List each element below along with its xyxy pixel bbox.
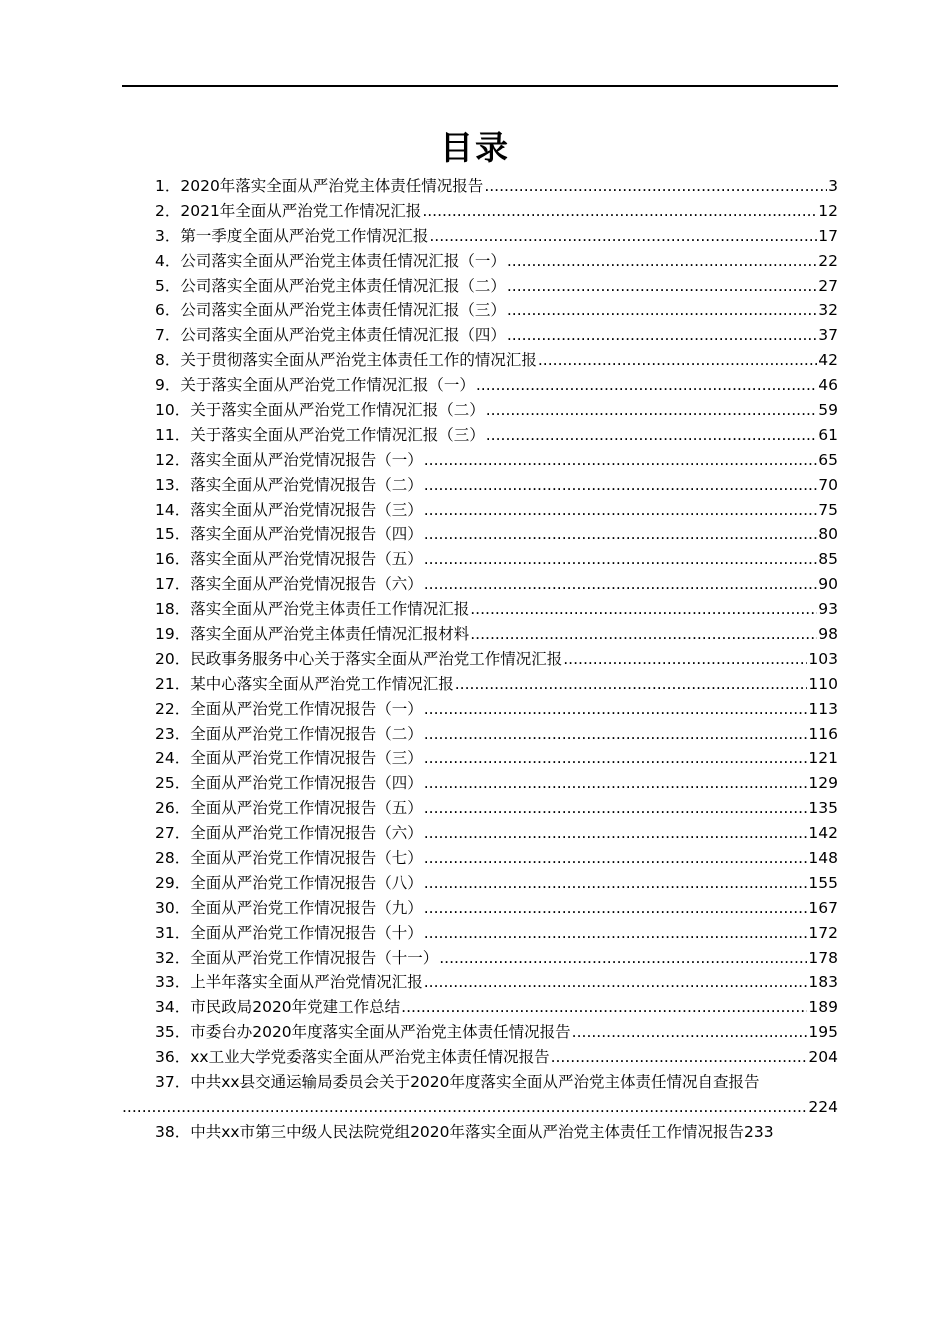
toc-entry[interactable] <box>122 1120 838 1145</box>
toc-entry-page: 103 <box>808 649 838 668</box>
toc-entry[interactable] <box>122 174 838 199</box>
toc-leader-dots <box>538 348 817 373</box>
toc-leader-dots <box>424 821 808 846</box>
toc-entry-page: 148 <box>808 849 838 868</box>
toc-entry-page: 70 <box>818 475 838 494</box>
toc-entry-label: 10．关于落实全面从严治党工作情况汇报（二） <box>155 401 485 419</box>
toc-leader-dots <box>484 174 827 199</box>
toc-entry-label: 4．公司落实全面从严治党主体责任情况汇报（一） <box>155 251 506 270</box>
toc-entry-page: 42 <box>818 351 838 370</box>
toc-entry-page: 204 <box>808 1048 838 1067</box>
toc-entry-label: 29．全面从严治党工作情况报告（八） <box>155 873 423 892</box>
toc-entry-label: 38．中共xx市第三中级人民法院党组2020年落实全面从严治党主体责任工作情况报告 <box>155 1122 745 1141</box>
toc-entry[interactable] <box>122 498 838 523</box>
toc-entry-page: 233 <box>744 1122 774 1141</box>
toc-entry[interactable] <box>122 622 838 647</box>
toc-entry-label: 15．落实全面从严治党情况报告（四） <box>155 525 423 544</box>
toc-entry[interactable] <box>122 1020 838 1045</box>
toc-entry-page: 129 <box>808 774 838 793</box>
toc-entry-label: 24．全面从严治党工作情况报告（三） <box>155 749 423 768</box>
toc-leader-dots <box>429 224 817 249</box>
toc-leader-dots <box>572 1020 808 1045</box>
toc-entry[interactable] <box>122 522 838 547</box>
toc-entry[interactable] <box>122 871 838 896</box>
toc-entry-label: 3．第一季度全面从严治党工作情况汇报 <box>155 226 429 245</box>
toc-entry-label: 25．全面从严治党工作情况报告（四） <box>155 774 423 793</box>
toc-entry-label: 7．公司落实全面从严治党主体责任情况汇报（四） <box>155 326 506 345</box>
toc-leader-dots <box>470 622 817 647</box>
toc-entry[interactable] <box>122 224 838 249</box>
toc-entry-page: 155 <box>808 873 838 892</box>
toc-entry-label: 36．xx工业大学党委落实全面从严治党主体责任情况报告 <box>155 1048 550 1067</box>
toc-entry-label: 9．关于落实全面从严治党工作情况汇报（一） <box>155 376 475 395</box>
toc-entry-page: 113 <box>808 699 838 718</box>
toc-leader-dots <box>424 871 808 896</box>
toc-entry[interactable] <box>122 323 838 348</box>
toc-entry-page: 22 <box>818 251 838 270</box>
toc-entry-label: 17．落实全面从严治党情况报告（六） <box>155 575 423 594</box>
toc-entry-label: 35．市委台办2020年度落实全面从严治党主体责任情况报告 <box>155 1023 571 1042</box>
toc-entry-page: 37 <box>818 326 838 345</box>
toc-leader-dots <box>424 970 808 995</box>
toc-entry[interactable] <box>122 1045 838 1070</box>
toc-entry-label: 18．落实全面从严治党主体责任工作情况汇报 <box>155 600 470 619</box>
toc-entry[interactable] <box>122 199 838 224</box>
toc-leader-dots <box>507 249 817 274</box>
toc-entry-label: 23．全面从严治党工作情况报告（二） <box>155 724 423 743</box>
toc-leader-dots <box>476 373 817 398</box>
toc-entry-page: 90 <box>818 575 838 594</box>
toc-entry-page: 142 <box>808 824 838 843</box>
toc-leader-dots <box>424 498 818 523</box>
toc-leader-dots <box>507 323 817 348</box>
toc-entry-page: 75 <box>818 500 838 519</box>
toc-entry-page: 178 <box>808 948 838 967</box>
page-title: 目录 <box>440 128 510 167</box>
toc-entry-label: 12．落实全面从严治党情况报告（一） <box>155 450 423 469</box>
toc-leader-dots <box>424 921 808 946</box>
toc-entry-page: 135 <box>808 799 838 818</box>
toc-leader-dots <box>424 522 818 547</box>
toc-leader-dots <box>424 473 818 498</box>
toc-leader-dots <box>422 199 817 224</box>
toc-entry-label: 1．2020年落实全面从严治党主体责任情况报告 <box>155 176 484 195</box>
toc-entry[interactable] <box>122 995 838 1020</box>
toc-leader-dots <box>486 398 818 423</box>
toc-entry[interactable] <box>122 796 838 821</box>
toc-entry[interactable] <box>122 846 838 871</box>
toc-entry[interactable] <box>122 348 838 373</box>
toc-entry-page: 3 <box>828 176 838 195</box>
toc-entry-label: 8．关于贯彻落实全面从严治党主体责任工作的情况汇报 <box>155 351 537 370</box>
header-rule <box>122 85 838 87</box>
toc-entry-label: 13．落实全面从严治党情况报告（二） <box>155 475 423 494</box>
toc-entry-label: 34．市民政局2020年党建工作总结 <box>155 998 401 1017</box>
toc-entry[interactable] <box>122 597 838 622</box>
toc-leader-dots <box>424 746 808 771</box>
toc-leader-dots <box>486 423 818 448</box>
toc-entry-label: 21．某中心落实全面从严治党工作情况汇报 <box>155 674 454 693</box>
toc-leader-dots <box>551 1045 808 1070</box>
toc-entry-label: 19．落实全面从严治党主体责任情况汇报材料 <box>155 625 470 644</box>
toc-entry[interactable] <box>122 722 838 747</box>
toc-entry-page: 98 <box>818 625 838 644</box>
toc-entry-page: 110 <box>808 674 838 693</box>
toc-entry-page: 116 <box>808 724 838 743</box>
toc-entry-label: 32．全面从严治党工作情况报告（十一） <box>155 948 439 967</box>
toc-leader-dots <box>424 896 808 921</box>
toc-entry-label: 2．2021年全面从严治党工作情况汇报 <box>155 201 422 220</box>
toc-entry-page: 189 <box>808 998 838 1017</box>
toc-entry[interactable] <box>122 423 838 448</box>
toc-entry[interactable] <box>122 1070 838 1095</box>
toc-entry[interactable] <box>122 398 838 423</box>
toc-leader-dots <box>424 796 808 821</box>
toc-entry-page: 46 <box>818 376 838 395</box>
toc-leader-dots <box>439 946 807 971</box>
toc-entry[interactable] <box>122 896 838 921</box>
toc-entry-page: 195 <box>808 1023 838 1042</box>
toc-entry[interactable] <box>122 373 838 398</box>
toc-entry-page: 224 <box>808 1097 838 1116</box>
toc-entry[interactable] <box>122 672 838 697</box>
toc-leader-dots <box>424 547 818 572</box>
toc-entry[interactable] <box>122 921 838 946</box>
toc-entry[interactable] <box>122 971 838 996</box>
toc-entry-label: 37．中共xx县交通运输局委员会关于2020年度落实全面从严治党主体责任情况自查报告 <box>155 1073 760 1092</box>
toc-leader-dots <box>424 722 808 747</box>
toc-leader-dots <box>424 572 818 597</box>
toc-leader-dots <box>455 672 808 697</box>
toc-entry-page: 80 <box>818 525 838 544</box>
toc-entry-page: 121 <box>808 749 838 768</box>
toc-leader-dots <box>424 846 808 871</box>
toc-leader-dots <box>122 1095 807 1120</box>
toc-entry-page: 65 <box>818 450 838 469</box>
toc-entry-page: 17 <box>818 226 838 245</box>
toc-entry[interactable] <box>122 647 838 672</box>
table-of-contents <box>122 174 838 1145</box>
toc-entry[interactable] <box>122 771 838 796</box>
toc-entry[interactable] <box>122 249 838 274</box>
toc-entry-label: 28．全面从严治党工作情况报告（七） <box>155 849 423 868</box>
toc-leader-dots <box>424 771 808 796</box>
toc-entry[interactable] <box>122 274 838 299</box>
toc-entry-page: 167 <box>808 898 838 917</box>
toc-entry[interactable] <box>122 547 838 572</box>
toc-entry-label: 31．全面从严治党工作情况报告（十） <box>155 923 423 942</box>
toc-entry-label: 20．民政事务服务中心关于落实全面从严治党工作情况汇报 <box>155 649 563 668</box>
toc-leader-dots <box>401 995 807 1020</box>
toc-entry-label: 30．全面从严治党工作情况报告（九） <box>155 898 423 917</box>
toc-entry[interactable] <box>122 572 838 597</box>
toc-entry-label: 26．全面从严治党工作情况报告（五） <box>155 799 423 818</box>
toc-leader-dots <box>507 298 817 323</box>
toc-leader-dots <box>507 274 817 299</box>
toc-entry[interactable] <box>122 746 838 771</box>
toc-leader-dots <box>470 597 817 622</box>
toc-entry-label: 27．全面从严治党工作情况报告（六） <box>155 824 423 843</box>
toc-entry-label: 5．公司落实全面从严治党主体责任情况汇报（二） <box>155 276 506 295</box>
toc-entry[interactable] <box>122 448 838 473</box>
toc-leader-dots <box>563 647 807 672</box>
toc-entry-page: 12 <box>818 201 838 220</box>
toc-entry-label: 11．关于落实全面从严治党工作情况汇报（三） <box>155 425 485 444</box>
toc-entry[interactable] <box>122 473 838 498</box>
toc-entry[interactable] <box>122 821 838 846</box>
toc-entry-label: 16．落实全面从严治党情况报告（五） <box>155 550 423 569</box>
toc-entry-label: 14．落实全面从严治党情况报告（三） <box>155 500 423 519</box>
toc-entry-label: 33．上半年落实全面从严治党情况汇报 <box>155 973 423 992</box>
toc-entry-page: 27 <box>818 276 838 295</box>
toc-entry-label: 6．公司落实全面从严治党主体责任情况汇报（三） <box>155 301 506 320</box>
toc-entry-page: 93 <box>818 600 838 619</box>
toc-entry-page: 32 <box>818 301 838 320</box>
toc-entry-page: 183 <box>808 973 838 992</box>
toc-entry[interactable] <box>122 697 838 722</box>
toc-leader-dots <box>424 697 808 722</box>
toc-entry-page: 59 <box>818 401 838 419</box>
toc-entry-continuation[interactable] <box>122 1095 838 1120</box>
toc-entry-page: 85 <box>818 550 838 569</box>
toc-entry[interactable] <box>122 946 838 971</box>
toc-entry-page: 61 <box>818 425 838 444</box>
toc-entry-page: 172 <box>808 923 838 942</box>
toc-leader-dots <box>424 448 818 473</box>
toc-entry[interactable] <box>122 298 838 323</box>
toc-entry-label: 22．全面从严治党工作情况报告（一） <box>155 699 423 718</box>
